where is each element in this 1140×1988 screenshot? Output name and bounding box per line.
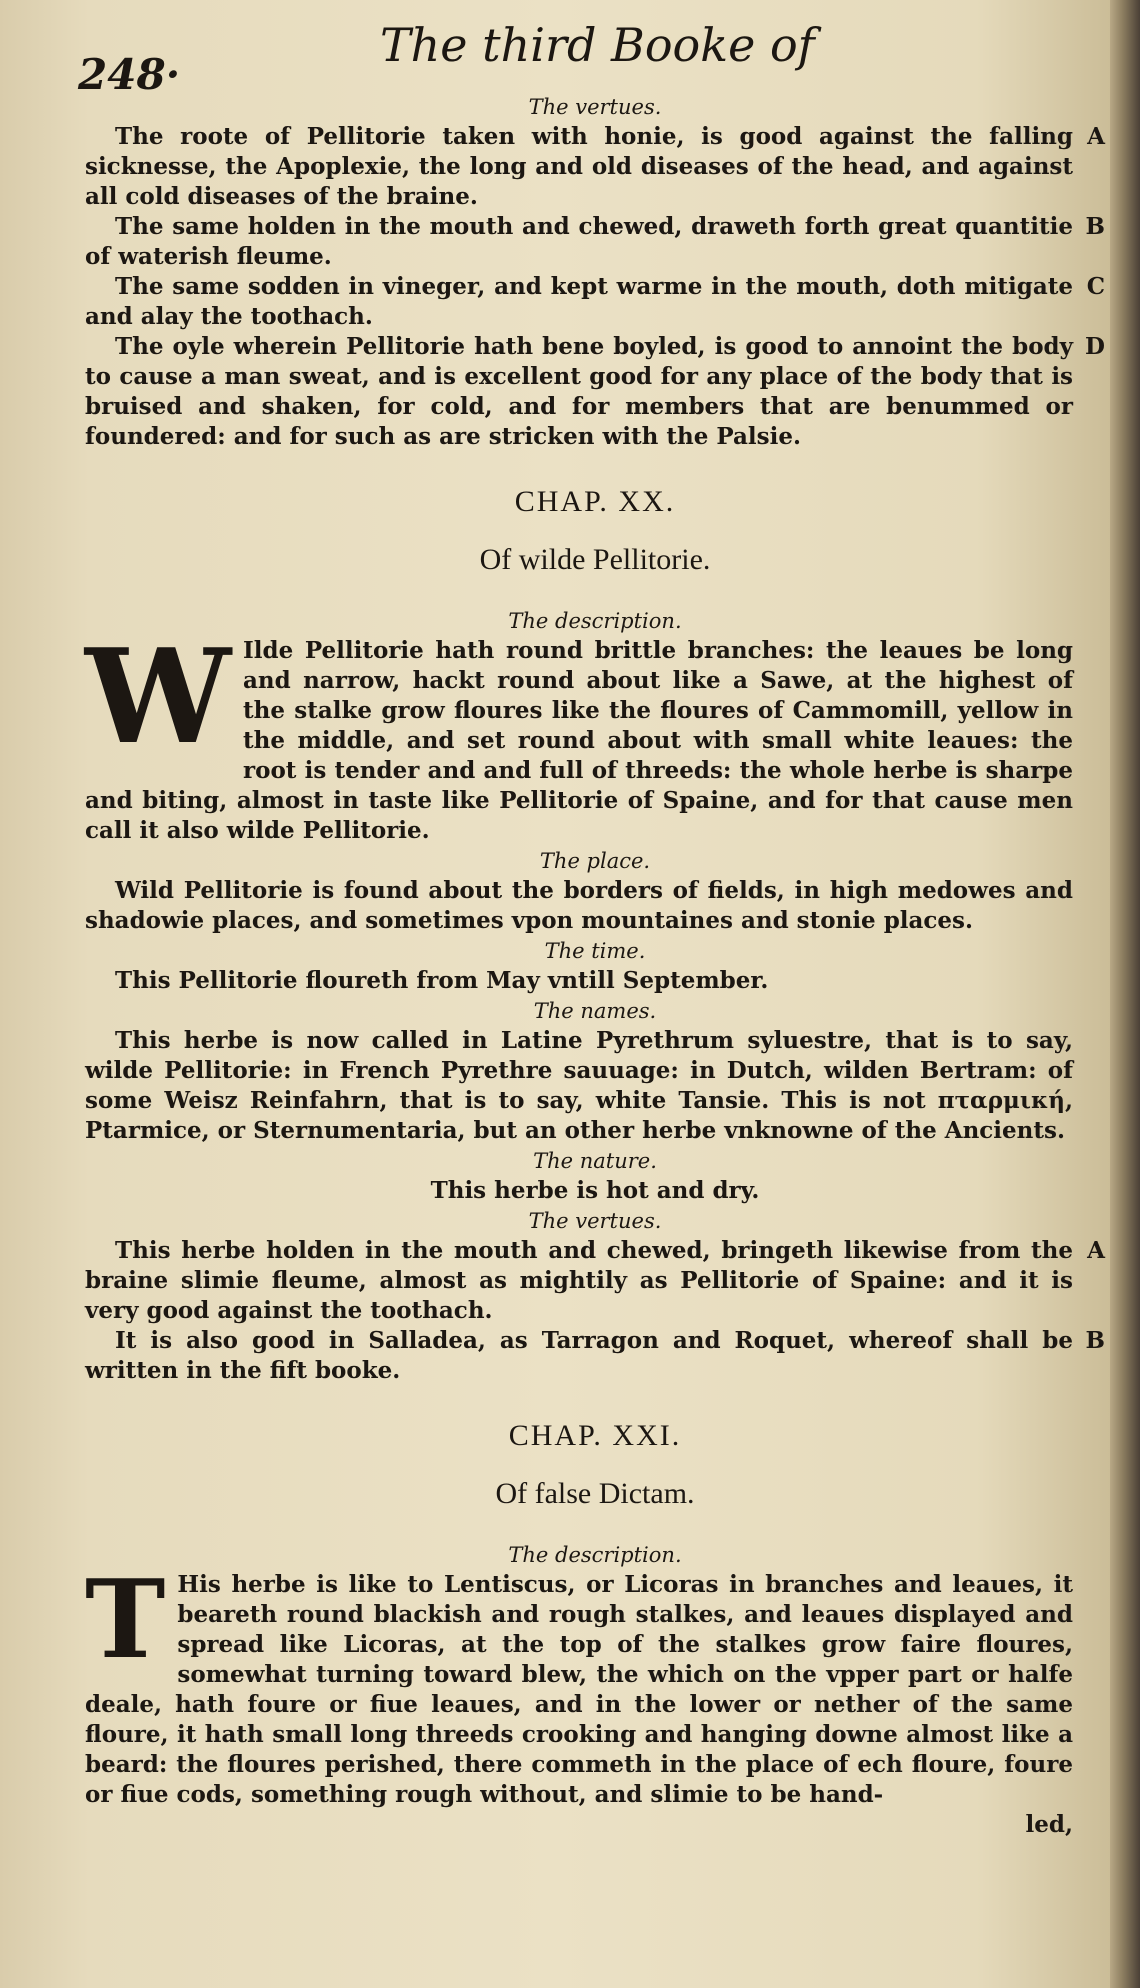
section-heading-description: The description. [508,609,682,633]
paragraph [85,272,1105,332]
paragraph [85,1326,1105,1386]
paragraph [85,332,1105,452]
paragraph-text: This Pellitorie floureth from May vntill September. [115,967,769,994]
vertues-list [85,122,1105,452]
chapter-title: Of wilde Pellitorie. [479,543,711,576]
paragraph-text: The oyle wherein Pellitorie hath bene boyled, is good to annoint the body to cause a man sweat, and is excellent good for any place of the body that is bruised and shaken, for cold, and for members that are benummed or foundered: and for such as are stricken with the Palsie. [85,333,1073,450]
catchword: led, [1025,1811,1073,1838]
paragraph-text: Wild Pellitorie is found about the borders of fields, in high medowes and shadowie places, and sometimes vpon mountaines and stonie places. [85,877,1073,934]
running-title: The third Booke of [380,18,815,72]
paragraph-text: This herbe is hot and dry. [430,1177,760,1204]
paragraph-text: The same sodden in vineger, and kept warme in the mouth, doth mitigate and alay the toothach. [85,273,1073,330]
section-heading-nature: The nature. [533,1149,657,1173]
book-edge [1110,0,1140,1988]
paragraph-text: This herbe holden in the mouth and chewed, bringeth likewise from the braine slimie fleume, almost as mightily as Pellitorie of Spaine: and it is very good against the toothach. [85,1237,1073,1324]
chapter-number: CHAP. XXI. [508,1419,682,1452]
section-heading-place: The place. [539,849,651,873]
margin-letter: D [1085,333,1105,360]
paragraph-text: His herbe is like to Lentiscus, or Licoras in branches and leaues, it beareth round blackish and rough stalkes, and leaues displayed and spread like Licoras, at the top of the stalkes grow faire floures, somewhat turning toward blew, the which on the vpper part or halfe deale, hath foure or fiue leaues, and in the lower or nether of the same floure, it hath small long threeds crooking and hanging downe almost like a beard: the floures perished, there commeth in the place of ech floure, foure or fiue cods, something rough without, and slimie to be hand- [85,1571,1073,1808]
description-block [85,1557,1105,1810]
section-heading-description: The description. [508,1543,682,1567]
page-number: 248· [78,50,181,99]
chapter-title: Of false Dictam. [495,1477,695,1510]
section-heading-names: The names. [533,999,657,1023]
drop-cap-initial: T [85,1557,166,1683]
chapter-number: CHAP. XX. [514,485,676,518]
margin-letter: A [1087,123,1105,150]
paragraph-text: It is also good in Salladea, as Tarragon and Roquet, whereof shall be written in the fift booke. [85,1327,1073,1384]
paragraph-text: The roote of Pellitorie taken with honie, is good against the falling sicknesse, the Apoplexie, the long and old diseases of the head, and against all cold diseases of the braine. [85,123,1073,210]
margin-letter: B [1085,1327,1105,1354]
page-content [85,92,1105,1840]
drop-cap-initial: W [85,620,231,773]
section-heading-vertues: The vertues. [528,1209,662,1233]
paragraph [85,1236,1105,1326]
margin-letter: B [1085,213,1105,240]
margin-letter: A [1087,1237,1105,1264]
section-heading-vertues: The vertues. [528,95,662,119]
paragraph-text: This herbe is now called in Latine Pyrethrum syluestre, that is to say, wilde Pellitorie: in French Pyrethre sauuage: in Dutch, wilden Bertram: of some Weisz Reinfahrn, that is to say, white Tansie. This is not πταρμική, Ptarmice, or Sternumentaria, but an other herbe vnknowne of the Ancients. [85,1027,1073,1144]
paragraph [85,212,1105,272]
paragraph-text: Ilde Pellitorie hath round brittle branches: the leaues be long and narrow, hackt round about like a Sawe, at the highest of the stalke grow floures like the floures of Cammomill, yellow in the middle, and set round about with small white leaues: the root is tender and and full of threeds: the whole herbe is sharpe and biting, almost in taste like Pellitorie of Spaine, and for that cause men call it also wilde Pellitorie. [85,637,1073,844]
paragraph-text: The same holden in the mouth and chewed, draweth forth great quantitie of waterish fleume. [85,213,1073,270]
section-heading-time: The time. [544,939,646,963]
margin-letter: C [1086,273,1105,300]
paragraph [85,122,1105,212]
